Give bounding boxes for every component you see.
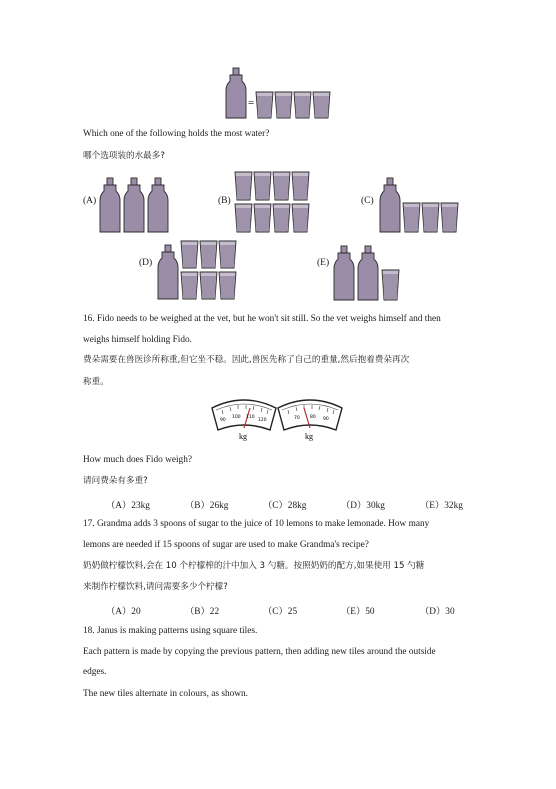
bottle-icon xyxy=(124,178,144,232)
q15-option-c-figure xyxy=(380,178,460,234)
q15-option-c-label: (C) xyxy=(361,196,374,206)
glass-icon xyxy=(294,92,311,118)
scale-left xyxy=(212,400,276,441)
glass-icon xyxy=(235,172,252,200)
glass-icon xyxy=(422,203,439,232)
bottle-icon xyxy=(148,178,168,232)
q15-option-a-label: (A) xyxy=(83,196,97,206)
q18-line3: edges. xyxy=(83,667,107,677)
bottle-icon xyxy=(158,245,178,299)
q18-line1: 18. Janus is making patterns using square tiles. xyxy=(83,626,258,636)
q16-option-e[interactable]: （E）32kg xyxy=(420,501,463,511)
q15-option-b-figure xyxy=(235,172,311,234)
q16-text-en-line1: 16. Fido needs to be weighed at the vet, but he won't sit still. So the vet weighs himself and then xyxy=(83,314,441,324)
q17-option-d[interactable]: （D）30 xyxy=(420,607,455,617)
glass-icon xyxy=(219,241,236,268)
q15-question-cn: 哪个选项装的水最多? xyxy=(83,151,165,161)
q16-option-c[interactable]: （C）28kg xyxy=(263,501,307,511)
scale-right-unit: kg xyxy=(305,432,313,441)
glass-icon xyxy=(292,204,309,232)
scale-right-tick-label: 70 xyxy=(294,416,300,421)
q15-option-d-label: (D) xyxy=(139,258,153,268)
scale-left-tick-label: 110 xyxy=(246,415,255,420)
glass-icon xyxy=(254,204,271,232)
q15-question-en: Which one of the following holds the most water? xyxy=(83,129,270,139)
q16-option-a[interactable]: （A）23kg xyxy=(106,501,150,511)
glass-icon xyxy=(254,172,271,200)
q16-option-b[interactable]: （B）26kg xyxy=(185,501,229,511)
q17-option-a[interactable]: （A）20 xyxy=(106,607,141,617)
bottle-icon xyxy=(358,246,378,300)
glass-icon xyxy=(181,272,198,299)
glass-icon xyxy=(403,203,420,232)
q16-question-en: How much does Fido weigh? xyxy=(83,455,192,465)
q18-line2: Each pattern is made by copying the previous pattern, then adding new tiles around the outside xyxy=(83,647,436,657)
q17-text-cn-line2: 来制作柠檬饮料,请问需要多少个柠檬? xyxy=(83,582,228,592)
glass-icon xyxy=(219,272,236,299)
scale-left-tick-label: 90 xyxy=(220,418,226,423)
glass-icon xyxy=(273,204,290,232)
q15-option-d-figure xyxy=(158,241,238,303)
glass-icon xyxy=(256,92,273,118)
q16-option-d[interactable]: （D）30kg xyxy=(341,501,385,511)
glass-icon xyxy=(235,204,252,232)
q15-option-b-label: (B) xyxy=(218,196,231,206)
glass-icon xyxy=(200,241,217,268)
glass-icon xyxy=(382,270,399,300)
q16-text-cn-line1: 费朵需要在兽医诊所称重,但它坐不稳。因此,兽医先称了自己的重量,然后抱着费朵再次 xyxy=(83,355,410,365)
glass-icon xyxy=(273,172,290,200)
q17-text-cn-line1: 奶奶做柠檬饮料,会在 10 个柠檬榨的汁中加入 3 勺糖。按照奶奶的配方,如果使用 15 勺糖 xyxy=(83,561,425,571)
bottle-icon xyxy=(380,178,400,232)
q18-line4: The new tiles alternate in colours, as shown. xyxy=(83,689,248,699)
bottle-icon xyxy=(100,178,120,232)
glass-icon xyxy=(441,203,458,232)
scale-right-tick-label: 90 xyxy=(323,417,329,422)
glass-icon xyxy=(200,272,217,299)
q17-text-en-line2: lemons are needed if 15 spoons of sugar are used to make Grandma's recipe? xyxy=(83,540,369,550)
q16-text-cn-line2: 称重。 xyxy=(83,377,109,387)
bottle-icon xyxy=(226,68,246,118)
q17-option-e[interactable]: （E）50 xyxy=(341,607,375,617)
q16-question-cn: 请问费朵有多重? xyxy=(83,476,148,486)
glass-icon xyxy=(275,92,292,118)
glass-icon xyxy=(292,172,309,200)
q16-text-en-line2: weighs himself holding Fido. xyxy=(83,335,192,345)
q17-option-c[interactable]: （C）25 xyxy=(263,607,298,617)
bottle-icon xyxy=(334,246,354,300)
scale-left-tick-label: 120 xyxy=(258,418,267,423)
q17-text-en-line1: 17. Grandma adds 3 spoons of sugar to the juice of 10 lemons to make lemonade. How many xyxy=(83,519,430,529)
scale-left-tick-label: 100 xyxy=(232,415,241,420)
scale-right-tick-label: 80 xyxy=(310,415,316,420)
glass-icon xyxy=(313,92,330,118)
q15-option-e-label: (E) xyxy=(317,258,330,268)
q17-option-b[interactable]: （B）22 xyxy=(185,607,220,617)
q15-option-a-figure xyxy=(100,178,170,234)
q15-option-e-figure xyxy=(334,246,404,302)
equals-sign: = xyxy=(248,97,255,109)
glass-icon xyxy=(181,241,198,268)
scale-left-unit: kg xyxy=(239,432,247,441)
scale-right xyxy=(278,400,342,441)
bottle-equals-four-glasses-figure xyxy=(226,68,336,122)
vet-scales-figure xyxy=(210,398,346,444)
